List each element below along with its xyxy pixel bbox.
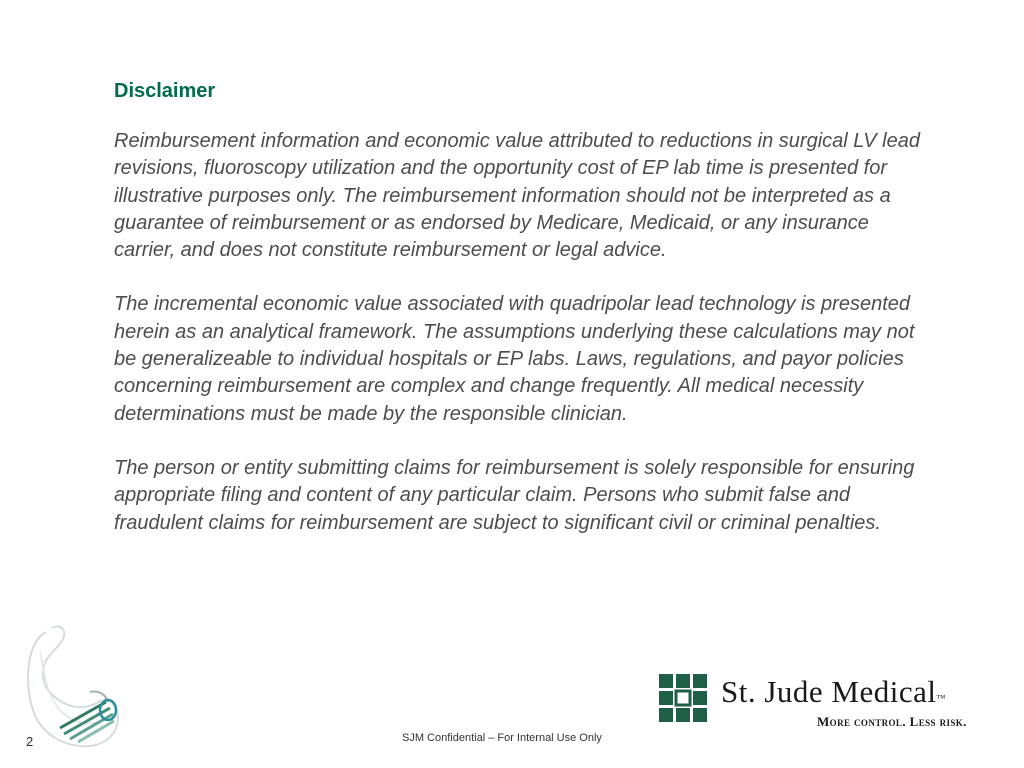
- disclaimer-paragraph-1: Reimbursement information and economic value attributed to reductions in surgical LV lead revisions, fluoroscopy utilization and the opportunity cost of EP lab time is presented for illustrative purposes only. The reimbursement information should not be interpreted as a guarantee of reimbursement or as endorsed by Medicare, Medicaid, or any insurance carrier, and does not constitute reimbursement or legal advice.: [114, 130, 920, 262]
- disclaimer-paragraph-2: The incremental economic value associated with quadripolar lead technology is presented herein as an analytical framework. The assumptions underlying these calculations may not be generalizeable to individual hospitals or EP labs. Laws, regulations, and payor policies concerning reimbursement are complex and change frequently. All medical necessity determinations must be made by the responsible clinician.: [114, 293, 915, 425]
- slide-title: Disclaimer: [114, 80, 216, 102]
- disclaimer-body: [114, 128, 934, 564]
- brand-name: St. Jude Medical™: [721, 674, 946, 709]
- page-number: 2: [26, 734, 34, 749]
- heart-lead-icon: [18, 622, 130, 750]
- st-jude-medical-logo: [659, 672, 989, 732]
- confidentiality-footer: SJM Confidential – For Internal Use Only: [402, 732, 602, 744]
- brand-tagline: More control. Less risk.: [817, 714, 967, 729]
- sjm-squares-icon: [659, 674, 707, 722]
- disclaimer-paragraph-3: The person or entity submitting claims for reimbursement is solely responsible for ensuring appropriate filing and content of any particular claim. Persons who submit false and fraudulent claims for reimbursement are subject to significant civil or criminal penalties.: [114, 456, 915, 534]
